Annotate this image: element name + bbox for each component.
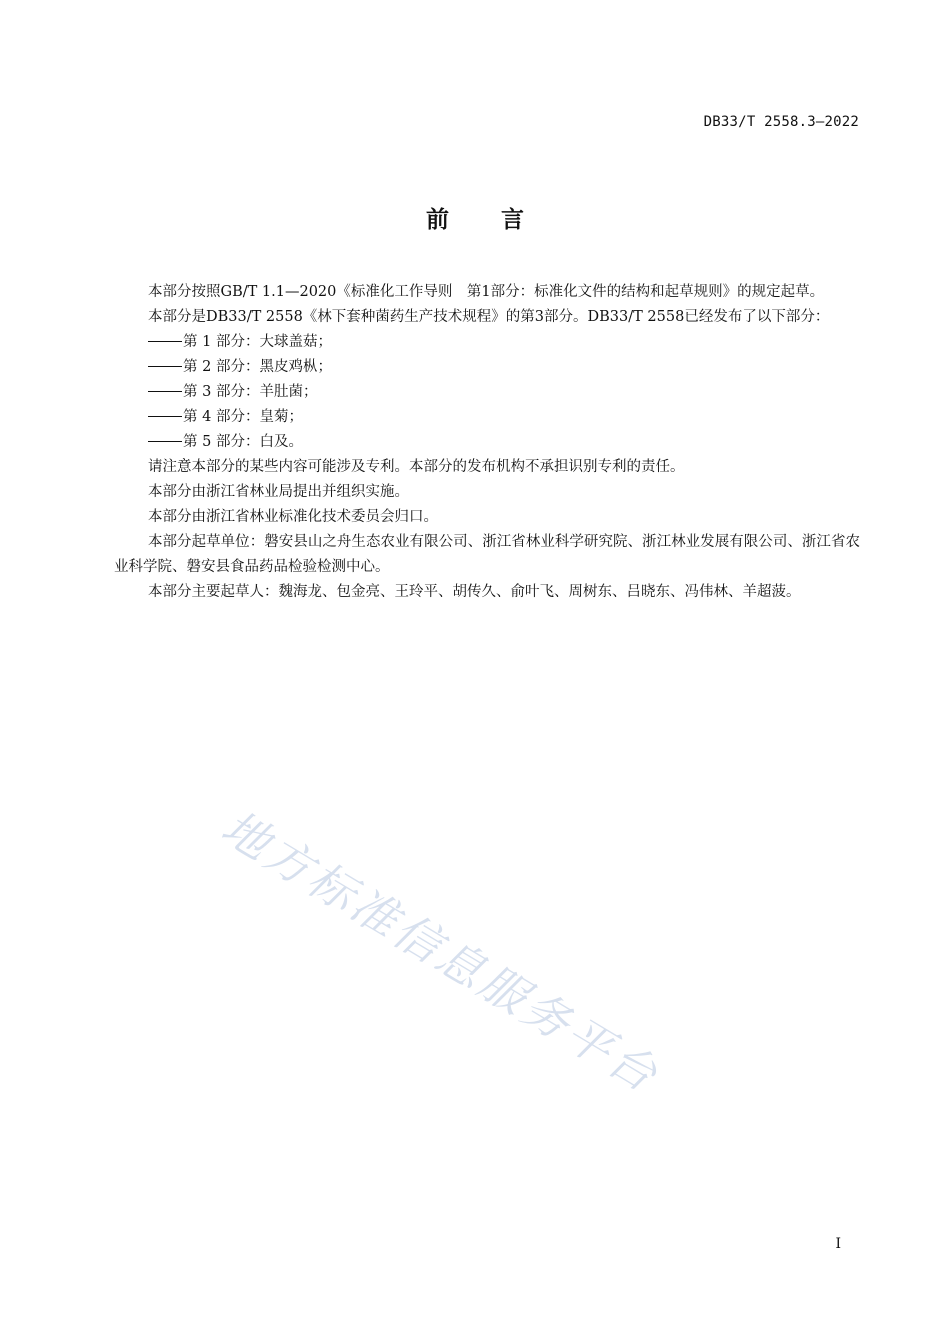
document-body: [114, 280, 860, 605]
dash-mark: [148, 416, 182, 417]
paragraph-drafting-basis: 本部分按照GB/T 1.1—2020《标准化工作导则 第1部分：标准化文件的结构和起草规则》的规定起草。: [148, 284, 825, 300]
list-item-text: 第 5 部分：白及。: [183, 434, 303, 450]
list-item: [114, 405, 860, 430]
dash-mark: [148, 366, 182, 367]
paragraph-drafters: 本部分主要起草人：魏海龙、包金亮、王玲平、胡传久、俞叶飞、周树东、吕晓东、冯伟林、羊超菠。: [148, 584, 801, 600]
watermark: 地方标准信息服务平台: [212, 799, 669, 1104]
list-item-text: 第 2 部分：黑皮鸡枞；: [183, 359, 332, 375]
page-number: I: [835, 1236, 841, 1252]
dash-mark: [148, 441, 182, 442]
paragraph-patent-notice: 请注意本部分的某些内容可能涉及专利。本部分的发布机构不承担识别专利的责任。: [148, 459, 685, 475]
dash-mark: [148, 391, 182, 392]
list-item-text: 第 4 部分：皇菊；: [183, 409, 303, 425]
title-char-1: 前: [426, 207, 449, 233]
title-char-2: 言: [501, 207, 524, 233]
list-item-text: 第 3 部分：羊肚菌；: [183, 384, 318, 400]
paragraph-series-intro: 本部分是DB33/T 2558《林下套种菌药生产技术规程》的第3部分。DB33/T 2558已经发布了以下部分：: [148, 309, 830, 325]
list-item: [114, 380, 860, 405]
paragraph-proposer: 本部分由浙江省林业局提出并组织实施。: [148, 484, 409, 500]
paragraph-technical-committee: 本部分由浙江省林业标准化技术委员会归口。: [148, 509, 438, 525]
paragraph-drafting-units: 本部分起草单位：磐安县山之舟生态农业有限公司、浙江省林业科学研究院、浙江林业发展有限公司、浙江省农业科学院、磐安县食品药品检验检测中心。: [114, 534, 860, 575]
list-item: [114, 355, 860, 380]
standard-code: DB33/T 2558.3—2022: [703, 114, 859, 130]
list-item: [114, 430, 860, 455]
list-item: [114, 330, 860, 355]
page-title: [0, 201, 950, 234]
dash-mark: [148, 341, 182, 342]
list-item-text: 第 1 部分：大球盖菇；: [183, 334, 332, 350]
